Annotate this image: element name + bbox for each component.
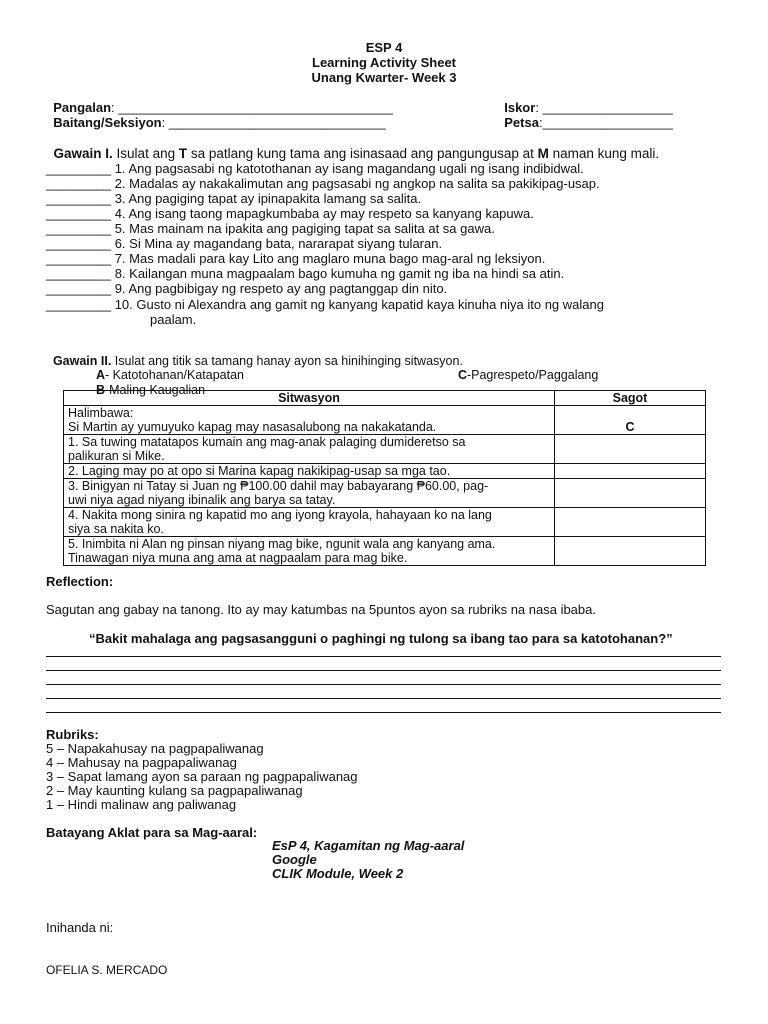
item-text: 7. Mas madali para kay Lito ang maglaro muna bago mag-aral ng leksiyon.: [114, 251, 546, 266]
list-item: [46, 297, 604, 312]
answer-cell[interactable]: [555, 435, 706, 464]
document-quarter: Unang Kwarter- Week 3: [311, 70, 457, 85]
gawain1-label: Gawain I.: [53, 146, 113, 161]
situation-cell: 1. Sa tuwing matatapos kumain ang mag-anak palaging dumideretso sa palikuran si Mike.: [64, 435, 555, 464]
answer-blank[interactable]: _________: [46, 221, 112, 236]
answer-blank[interactable]: _________: [46, 176, 112, 191]
reflection-label: Reflection:: [46, 574, 114, 589]
option-b-letter: B: [95, 383, 105, 397]
pangalan-line[interactable]: : ______________________________________: [111, 100, 393, 115]
rubric-item: 3 – Sapat lamang ayon sa paraan ng pagpapaliwanag: [46, 769, 358, 784]
gawain1-m: M: [537, 146, 549, 161]
list-item: [46, 266, 564, 281]
rubric-item: 1 – Hindi malinaw ang paliwanag: [46, 797, 237, 812]
item-text: 5. Mas mainam na ipakita ang pagiging tapat sa salita at sa gawa.: [114, 221, 495, 236]
item-text: 4. Ang isang taong mapagkumbaba ay may respeto sa kanyang kapuwa.: [114, 206, 534, 221]
gawain1-instruction: [46, 131, 659, 161]
baitang-line[interactable]: : ______________________________: [161, 115, 386, 130]
example-text: Si Martin ay yumuyuko kapag may nasasalubong na nakakatanda.: [68, 420, 437, 434]
gawain1-t: T: [178, 146, 188, 161]
item-text: 1. Ang pagsasabi ng katotothanan ay isang magandang ugali ng isang indibidwal.: [114, 161, 584, 176]
list-item: [46, 251, 545, 266]
answer-blank[interactable]: _________: [46, 161, 112, 176]
example-cell: [64, 406, 555, 435]
answer-blank[interactable]: _________: [46, 206, 112, 221]
gawain1-instr-c: naman kung mali.: [548, 146, 660, 161]
answer-line[interactable]: [46, 656, 721, 657]
petsa-label: Petsa: [504, 115, 539, 130]
situation-cell: 5. Inimbita ni Alan ng pinsan niyang mag bike, ngunit wala ang kanyang ama. Tinawagan niya muna ang ama at nagpaalam para mag bike.: [64, 537, 555, 566]
table-row: [64, 464, 706, 479]
answer-cell[interactable]: [555, 537, 706, 566]
answer-line[interactable]: [46, 670, 721, 671]
list-item: [46, 191, 421, 206]
rubriks-label: Rubriks:: [46, 727, 99, 742]
option-a-text: - Katotohanan/Katapatan: [104, 368, 244, 382]
option-c-letter: C: [457, 368, 467, 382]
answer-cell[interactable]: [555, 479, 706, 508]
document-subject: ESP 4: [365, 40, 403, 55]
table-row: [64, 508, 706, 537]
table-row-example: [64, 406, 706, 435]
batayan-label: Batayang Aklat para sa Mag-aaral:: [46, 825, 258, 840]
petsa-field[interactable]: [497, 100, 673, 130]
rubric-item: 4 – Mahusay na pagpapaliwanag: [46, 755, 237, 770]
gawain1-instr-b: sa patlang kung tama ang isinasaad ang pangungusap at: [187, 146, 538, 161]
answer-blank[interactable]: _________: [46, 251, 112, 266]
baitang-field[interactable]: [46, 100, 386, 130]
pangalan-label: Pangalan: [53, 100, 112, 115]
table-row: [64, 479, 706, 508]
answer-line[interactable]: [46, 684, 721, 685]
rubric-item: 2 – May kaunting kulang sa pagpapaliwanag: [46, 783, 303, 798]
document-title: Learning Activity Sheet: [312, 55, 456, 70]
list-item: [46, 236, 442, 251]
reference-item: EsP 4, Kagamitan ng Mag-aaral: [272, 838, 465, 853]
item-text: 8. Kailangan muna magpaalam bago kumuha ng gamit ng iba na hindi sa atin.: [114, 266, 565, 281]
baitang-label: Baitang/Seksiyon: [53, 115, 162, 130]
column-header-sitwasyon: Sitwasyon: [64, 391, 555, 406]
list-item: [46, 161, 584, 176]
answer-blank[interactable]: _________: [46, 297, 112, 312]
gawain1-instr-a: Isulat ang: [112, 146, 179, 161]
answer-line[interactable]: [46, 712, 721, 713]
item-text: 10. Gusto ni Alexandra ang gamit ng kanyang kapatid kaya kinuha niya ito ng walang: [114, 297, 604, 312]
item-text: 3. Ang pagiging tapat ay ipinapakita lamang sa salita.: [114, 191, 422, 206]
option-a-letter: A: [95, 368, 105, 382]
answer-cell[interactable]: [555, 508, 706, 537]
list-item: [46, 176, 600, 191]
gawain2-instr: Isulat ang titik sa tamang hanay ayon sa hinihinging sitwasyon.: [111, 354, 463, 368]
column-header-sagot: Sagot: [555, 391, 706, 406]
reference-item: Google: [272, 852, 317, 867]
iskor-label: Iskor: [504, 100, 536, 115]
answer-blank[interactable]: _________: [46, 281, 112, 296]
item-continuation: paalam.: [150, 312, 197, 327]
list-item: [46, 206, 534, 221]
situation-table: [63, 390, 706, 566]
situation-cell: 2. Laging may po at opo si Marina kapag nakikipag-usap sa mga tao.: [64, 464, 555, 479]
gawain2-label: Gawain II.: [52, 354, 112, 368]
example-label: Halimbawa:: [68, 406, 134, 420]
situation-cell: 4. Nakita mong sinira ng kapatid mo ang iyong krayola, hahayaan ko na lang siya sa nakita ko.: [64, 508, 555, 537]
table-header-row: [64, 391, 706, 406]
answer-line[interactable]: [46, 698, 721, 699]
iskor-line[interactable]: : __________________: [535, 100, 673, 115]
option-b-text: -Maling Kaugalian: [104, 383, 206, 397]
author-name: OFELIA S. MERCADO: [46, 963, 168, 977]
answer-blank[interactable]: _________: [46, 236, 112, 251]
list-item: [46, 221, 495, 236]
table-row: [64, 537, 706, 566]
answer-blank[interactable]: _________: [46, 191, 112, 206]
answer-cell[interactable]: [555, 464, 706, 479]
item-text: 9. Ang pagbibigay ng respeto ay ang pagtanggap din nito.: [114, 281, 448, 296]
reflection-instruction: Sagutan ang gabay na tanong. Ito ay may katumbas na 5puntos ayon sa rubriks na nasa ibaba.: [46, 602, 596, 617]
prepared-by-label: Inihanda ni:: [46, 920, 114, 935]
answer-blank[interactable]: _________: [46, 266, 112, 281]
example-answer: C: [555, 406, 706, 435]
item-text: 6. Si Mina ay magandang bata, nararapat siyang tularan.: [114, 236, 443, 251]
reflection-question: “Bakit mahalaga ang pagsasangguni o paghingi ng tulong sa ibang tao para sa katotohanan?”: [89, 631, 673, 646]
option-c-text: -Pagrespeto/Paggalang: [466, 368, 599, 382]
situation-cell: 3. Binigyan ni Tatay si Juan ng ₱100.00 dahil may babayarang ₱60.00, pag- uwi niya agad niyang ibinalik ang barya sa tatay.: [64, 479, 555, 508]
item-text: 2. Madalas ay nakakalimutan ang pagsasabi ng angkop na salita sa pakikipag-usap.: [114, 176, 600, 191]
option-c: [451, 354, 598, 382]
list-item: [46, 281, 447, 296]
reference-item: CLIK Module, Week 2: [272, 866, 404, 881]
table-row: [64, 435, 706, 464]
rubric-item: 5 – Napakahusay na pagpapaliwanag: [46, 741, 264, 756]
petsa-line[interactable]: :__________________: [538, 115, 673, 130]
